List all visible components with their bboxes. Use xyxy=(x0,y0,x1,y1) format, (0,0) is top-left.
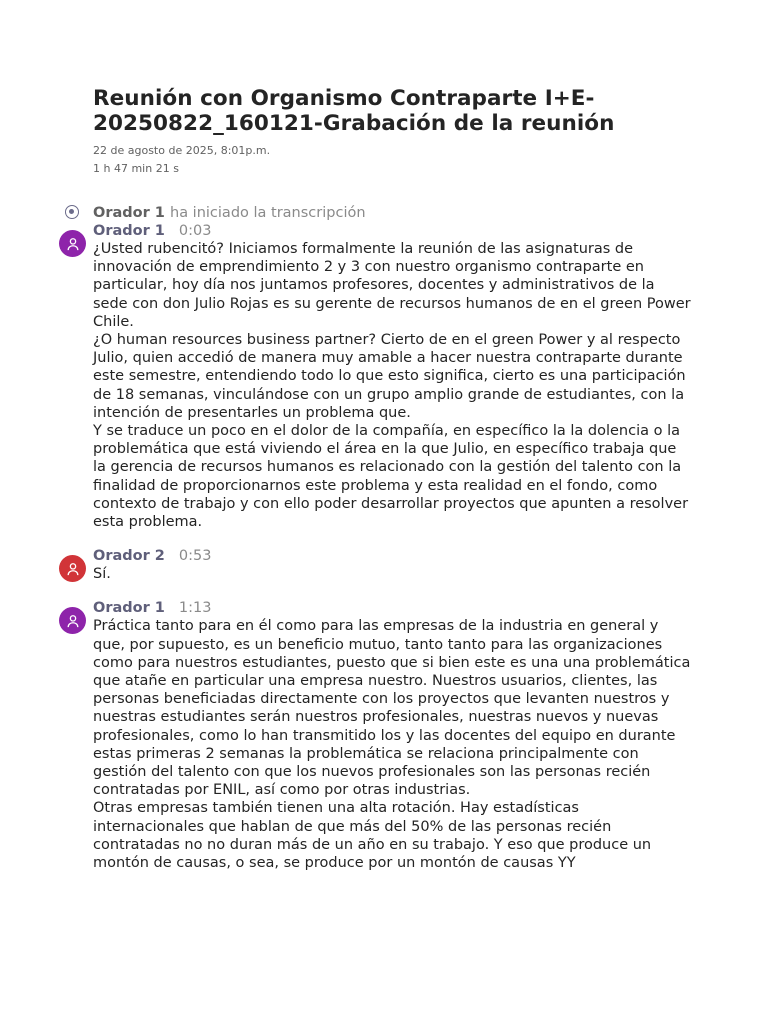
timestamp[interactable]: 0:53 xyxy=(178,548,212,565)
transcript-text: ¿O human resources business partner? Cierto de en el green Power y al respecto Julio, quien accedió de manera muy amable a hacer nuestra contraparte durante este semestre, entendiendo todo lo que esto significa, cierto es una participación de 18 semanas, vinculándose con un grupo amplio grande de estudiantes, con la intención de presentarles un problema que. xyxy=(93,332,686,421)
speaker-avatar[interactable] xyxy=(59,555,86,582)
transcript-text: Práctica tanto para en él como para las empresas de la industria en general y que, por supuesto, es un beneficio mutuo, tanto tanto para las organizaciones como para nuestros estudiantes, puesto que si bien este es una una problemática que atañe en particular una empresa nuestro. Nuestros usuarios, clientes, las personas beneficiadas directamente con los proyectos que levanten nuestros y nuestras estudiantes serán nuestros profesionales, nuestras nuevos y nuevas profesionales, como lo han transmitido los y las docentes del equipo en durante estas primeras 2 semanas la problemática se relaciona principalmente con gestión del talento con que los nuevos profesionales son las personas recién contratadas por ENIL, así como por otras industrias. xyxy=(93,618,691,799)
transcription-start-row xyxy=(93,202,693,222)
transcript-text: Sí. xyxy=(93,566,111,583)
timestamp[interactable]: 0:03 xyxy=(178,223,212,239)
transcript-entry xyxy=(93,222,693,531)
speaker-name: Orador 1 xyxy=(93,600,165,617)
transcript-entry xyxy=(93,547,693,583)
speaker-name: Orador 2 xyxy=(93,548,165,565)
timestamp[interactable]: 1:13 xyxy=(178,600,212,617)
entry-header xyxy=(93,599,693,617)
document-title: Reunión con Organismo Contraparte I+E-20250822_160121-Grabación de la reunión xyxy=(93,86,615,136)
person-icon xyxy=(66,237,80,251)
speaker-name: Orador 1 xyxy=(93,205,165,221)
meeting-date: 22 de agosto de 2025, 8:01p.m. xyxy=(93,144,271,157)
speaker-avatar[interactable] xyxy=(59,607,86,634)
transcript-entry xyxy=(93,599,693,872)
entry-header xyxy=(93,222,693,240)
speaker-name: Orador 1 xyxy=(93,223,165,239)
meeting-duration: 1 h 47 min 21 s xyxy=(93,162,179,175)
transcript-text: Otras empresas también tienen una alta rotación. Hay estadísticas internacionales que hablan de que más del 50% de las personas recién contratadas no no duran más de un año en su trabajo. Y eso que produce un montón de causas, o sea, se produce por un montón de causas YY xyxy=(93,800,652,872)
entry-header xyxy=(93,547,693,565)
person-icon xyxy=(66,614,80,628)
transcript-document xyxy=(93,86,693,872)
person-icon xyxy=(66,562,80,576)
transcription-start-icon xyxy=(65,205,79,219)
transcript-text: Y se traduce un poco en el dolor de la compañía, en específico la la dolencia o la problemática que está viviendo el área en la que Julio, en específico trabaja que la gerencia de recursos humanos es relacionado con la gestión del talento con la finalidad de proporcionarnos este problema y esta realidad en el fondo, como contexto de trabajo y con ello poder desarrollar proyectos que apunten a resolver esta problema. xyxy=(93,423,689,531)
transcript-text: ¿Usted rubencitó? Iniciamos formalmente la reunión de las asignaturas de innovación de emprendimiento 2 y 3 con nuestro organismo contraparte en particular, hoy día nos juntamos profesores, docentes y administrativos de la sede con don Julio Rojas es su gerente de recursos humanos de en el green Power Chile. xyxy=(93,241,691,330)
speaker-avatar[interactable] xyxy=(59,230,86,257)
transcription-start-text: ha iniciado la transcripción xyxy=(170,205,366,221)
